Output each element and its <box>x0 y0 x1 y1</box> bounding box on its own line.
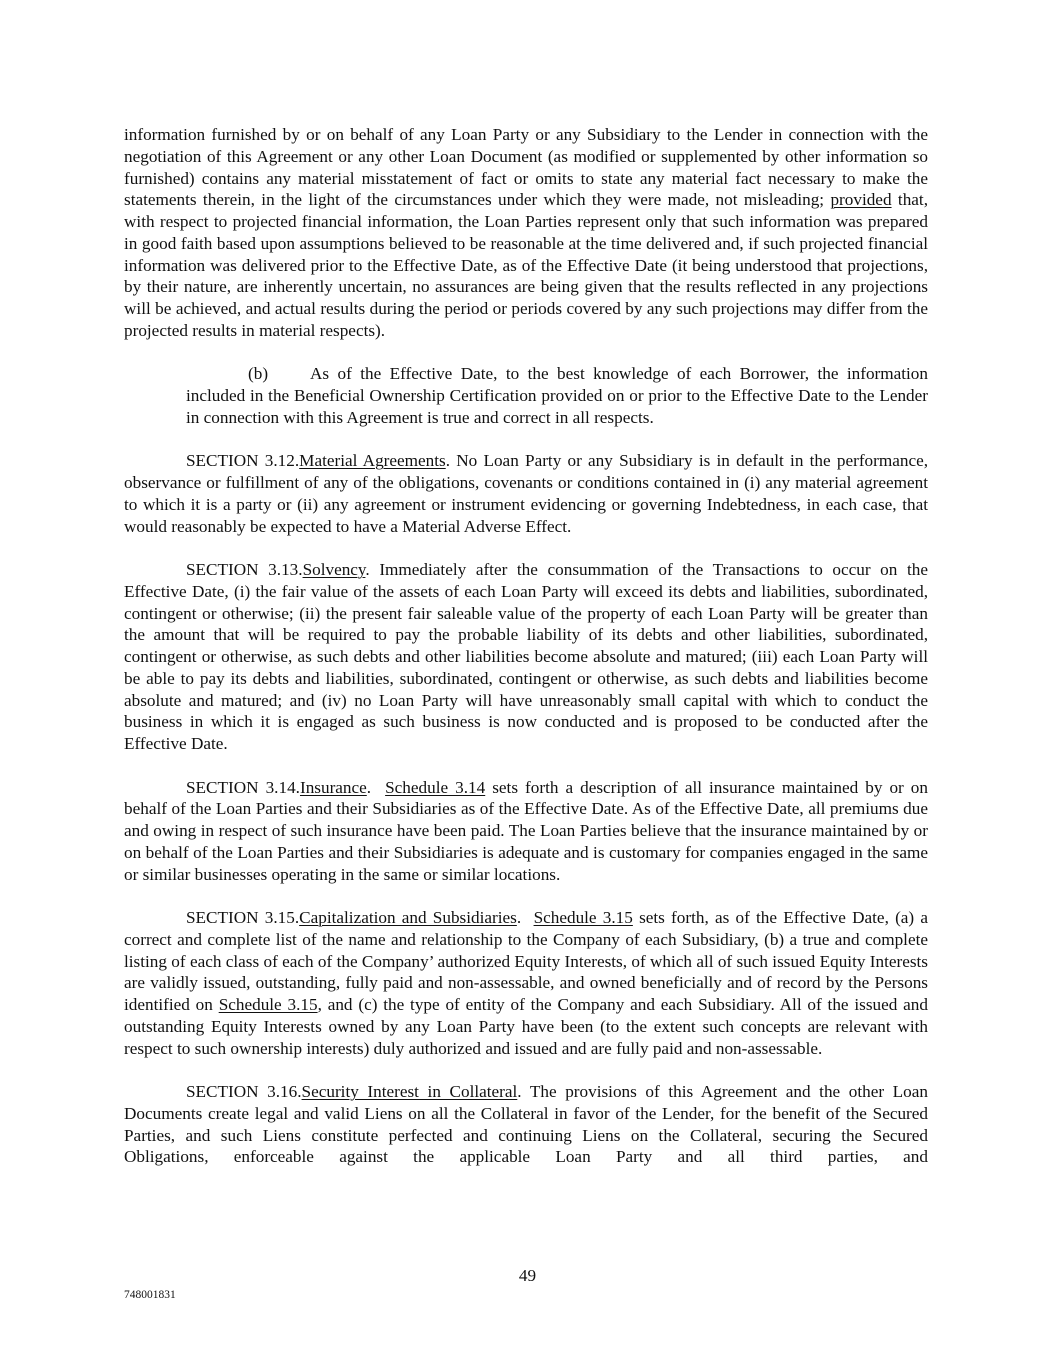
section-3-15 <box>124 907 928 1059</box>
section-3-14 <box>124 777 928 886</box>
schedule-reference: Schedule 3.15 <box>533 908 633 927</box>
section-title: Security Interest in Collateral <box>301 1082 518 1101</box>
page-number: 49 <box>518 1266 537 1285</box>
section-number: SECTION 3.14. <box>186 777 300 797</box>
section-number: SECTION 3.16. <box>186 1082 302 1101</box>
intro-paragraph <box>124 124 928 342</box>
section-3-13 <box>124 559 928 755</box>
section-separator: . <box>366 777 386 797</box>
subsection-b <box>186 363 928 428</box>
provided-term: provided <box>830 190 892 210</box>
intro-text-before: information furnished by or on behalf of any Loan Party or any Subsidiary to the Lender in connection with the negotiation of this Agreement or any other Loan Document (as modified or supplemented by other information so furnished) contains any material misstatement of fact or omits to state any material fact necessary to make the statements therein, in the light of the circumstances under which they were made, not misleading; <box>124 125 928 210</box>
section-title: Solvency <box>302 560 366 579</box>
subsection-label: (b) <box>248 364 269 384</box>
section-3-16 <box>124 1081 928 1168</box>
section-body-part2: , and (c) the type of entity of the Company and each Subsidiary. All of the issued and outstanding Equity Interests owned by any Loan Party have been (to the extent such concepts are relevant with respect to such ownership interests) duly authorized and issued and are fully paid and non-assessable. <box>124 995 928 1058</box>
section-body-part1: sets forth, as of the Effective Date, (a) a correct and complete list of the name and relationship to the Company of each Subsidiary, (b) a true and complete listing of each class of each of the Company’ authorized Equity Interests, of which all of such issued Equity Interests are validly issued, outstanding, fully paid and non-assessable, and owned beneficially and of record by the Persons identified on <box>124 908 928 1014</box>
section-body: sets forth a description of all insurance maintained by or on behalf of the Loan Parties and their Subsidiaries as of the Effective Date. As of the Effective Date, all premiums due and owing in respect of such insurance have been paid. The Loan Parties believe that the insurance maintained by or on behalf of the Loan Parties and their Subsidiaries is adequate and is customary for companies engaged in the same or similar businesses operating in the same or similar locations. <box>124 777 928 884</box>
section-3-12 <box>124 450 928 537</box>
section-body: . Immediately after the consummation of the Transactions to occur on the Effective Date, (i) the fair value of the assets of each Loan Party will exceed its debts and liabilities, subordinated, contingent or otherwise; (ii) the present fair saleable value of the property of each Loan Party will be greater than the amount that will be required to pay the probable liability of its debts and other liabilities, subordinated, contingent or otherwise, as such debts and other liabilities become absolute and matured; (iii) each Loan Party will be able to pay its debts and liabilities, subordinated, contingent or otherwise, as such debts and liabilities become absolute and matured; and (iv) no Loan Party will have unreasonably small capital with which to conduct the business in which it is engaged as such business is now conducted and is proposed to be conducted after the Effective Date. <box>124 560 928 753</box>
section-body: . No Loan Party or any Subsidiary is in default in the performance, observance or fulfillment of any of the obligations, covenants or conditions contained in (i) any material agreement to which it is a party or (ii) any agreement or instrument evidencing or governing Indebtedness, in each case, that would reasonably be expected to have a Material Adverse Effect. <box>124 451 929 536</box>
schedule-reference: Schedule 3.14 <box>385 777 486 797</box>
section-body: . The provisions of this Agreement and the other Loan Documents create legal and valid Liens on all the Collateral in favor of the Lender, for the benefit of the Secured Parties, and such Liens constitute perfected and continuing Liens on the Collateral, securing the Secured Obligations, enforceable against the applicable Loan Party and all third parties, and <box>124 1082 928 1167</box>
document-id: 748001831 <box>124 1289 176 1301</box>
section-number: SECTION 3.15. <box>186 908 300 927</box>
schedule-reference-2: Schedule 3.15 <box>218 995 318 1014</box>
document-page <box>124 124 928 1190</box>
section-number: SECTION 3.13. <box>186 560 303 579</box>
intro-text-after: that, with respect to projected financial information, the Loan Parties represent only that such information was prepared in good faith based upon assumptions believed to be reasonable at the time delivered and, if such projected financial information was delivered prior to the Effective Date, as of the Effective Date (it being understood that projections, by their nature, are inherently uncertain, no assurances are being given that the results reflected in any projections will be achieved, and actual results during the period or periods covered by any such projections may differ from the projected results in material respects). <box>124 190 928 340</box>
subsection-text: As of the Effective Date, to the best knowledge of each Borrower, the information included in the Beneficial Ownership Certification provided on or prior to the Effective Date to the Lender in connection with this Agreement is true and correct in all respects. <box>186 364 928 427</box>
section-number: SECTION 3.12. <box>186 451 300 471</box>
section-title: Insurance <box>299 777 367 797</box>
section-separator: . <box>516 908 534 927</box>
section-title: Capitalization and Subsidiaries <box>299 908 517 927</box>
section-title: Material Agreements <box>299 451 446 471</box>
